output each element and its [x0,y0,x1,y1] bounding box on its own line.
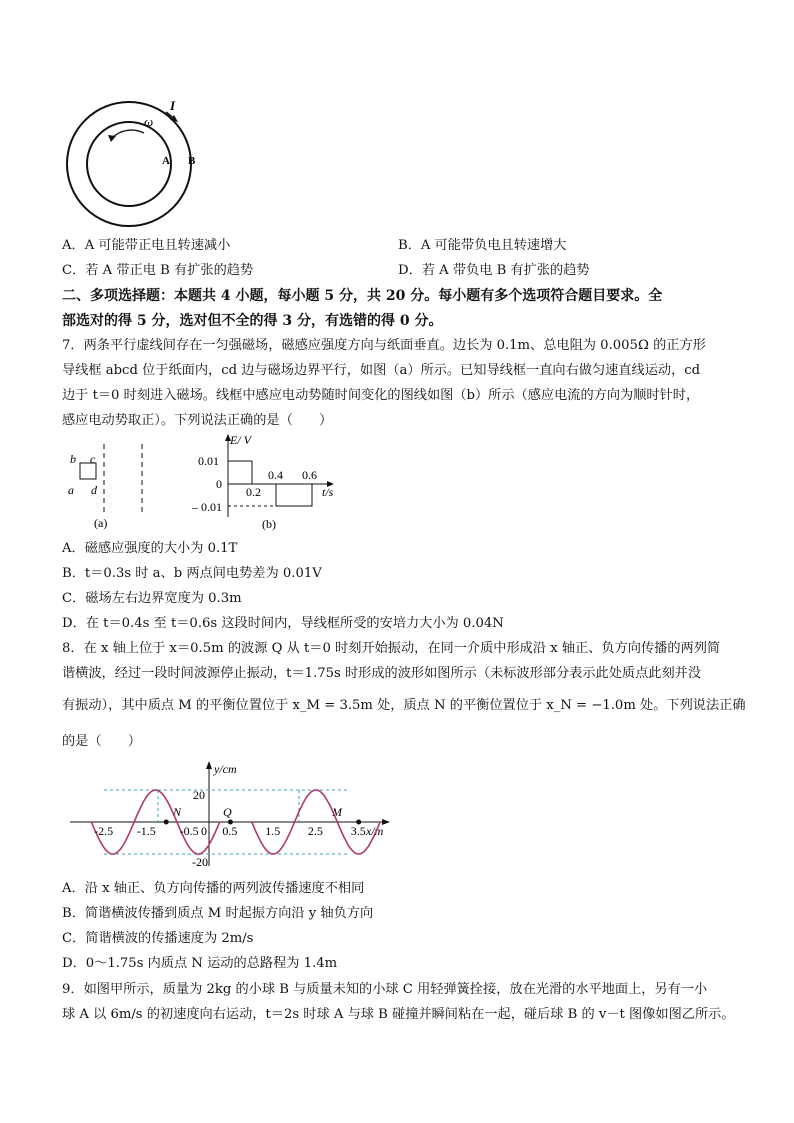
y-axis-arrow-icon [206,761,212,769]
q8-wave-graph [62,758,402,870]
emf-positive-segment [228,461,252,484]
vertex-a: a [68,483,74,497]
vertex-c: c [90,452,96,466]
q7-stem-line2: 导线框 abcd 位于纸面内，cd 边与磁场边界平行，如图（a）所示。已知导线框一直向右做匀速直线运动，cd [62,363,701,378]
point-n-label: N [173,805,182,819]
q9-stem-line2: 球 A 以 6m/s 的初速度向右运动，t＝2s 时球 A 与球 B 碰撞并瞬间粘在一起，碰后球 B 的 v－t 图像如图乙所示。 [62,1007,735,1022]
x-tick-label: -0.5 [179,824,199,838]
y-axis-label: y/cm [214,762,237,776]
label-b: B [188,155,196,167]
figure-a-caption: (a) [94,516,108,530]
q8-option-c: C．简谐横波的传播速度为 2m/s [62,931,254,946]
point-m-label: M [332,805,342,819]
emf-negative-segment [276,484,312,506]
ring-a [87,122,171,206]
q6-option-b: B．A 可能带负电且转速增大 [398,238,567,253]
rings-figure [62,98,212,233]
q7-stem-line3: 边于 t＝0 时刻进入磁场。线框中感应电动势随时间变化的图线如图（b）所示（感应电流的方向为顺时针时， [62,388,700,403]
q7-option-b: B．t＝0.3s 时 a、b 两点间电势差为 0.01V [62,566,322,581]
q8-stem-line4: 的是（ ） [62,734,142,749]
point-q [228,820,233,825]
point-n [164,820,169,825]
q7-stem-line4: 感应电动势取正）。下列说法正确的是（ ） [62,413,333,428]
q8-stem-line3: 有振动），其中质点 M 的平衡位置位于 x_M = 3.5m 处，质点 N 的平衡位置位于 x_N = −1.0m 处。下列说法正确 [62,698,746,713]
label-omega: ω [144,114,154,129]
x-tick-label: 3.5 [350,824,366,838]
origin-label: 0 [201,824,207,838]
label-current: I [170,98,176,113]
q8-option-d: D．0～1.75s 内质点 N 运动的总路程为 1.4m [62,956,338,971]
x-axis-label: x/m [366,824,384,838]
q7-option-d: D．在 t＝0.4s 至 t＝0.6s 这段时间内，导线框所受的安培力大小为 0.04N [62,616,504,631]
q6-option-d: D．若 A 带负电 B 有扩张的趋势 [398,263,590,278]
q6-option-a: A．A 可能带正电且转速减小 [62,238,231,253]
q7-figure-a [62,436,172,532]
x-tick-label: -2.5 [94,824,114,838]
wave-curve [295,790,338,822]
vertex-d: d [91,483,97,497]
vertex-b: b [70,452,76,466]
point-q-label: Q [223,805,232,819]
q9-stem-line1: 9．如图甲所示，质量为 2kg 的小球 B 与质量未知的小球 C 用轻弹簧拴接，放在光滑的水平地面上，另有一小 [62,982,708,997]
e-axis-label: E/ V [230,433,251,447]
q8-stem-line2: 谐横波，经过一段时间波源停止振动，t＝1.75s 时形成的波形如图所示（未标波形部分表示此处质点此刻并没 [62,666,702,681]
e-tick-positive: 0.01 [198,454,219,468]
q7-option-a: A．磁感应强度的大小为 0.1T [62,541,238,556]
label-a: A [162,155,170,167]
q6-option-c: C．若 A 带正电 B 有扩张的趋势 [62,263,254,278]
e-tick-negative: – 0.01 [192,500,222,514]
section-heading-line2: 部选对的得 5 分，选对但不全的得 3 分，有选错的得 0 分。 [62,313,443,329]
section-heading-line1: 二、多项选择题：本题共 4 小题，每小题 5 分，共 20 分。每小题有多个选项符合题目要求。全 [62,288,663,304]
q8-stem-line1: 8．在 x 轴上位于 x＝0.5m 的波源 Q 从 t＝0 时刻开始振动，在同一介质中形成沿 x 轴正、负方向传播的两列简 [62,641,721,656]
x-tick-label: -1.5 [136,824,156,838]
y-tick-neg-20: -20 [192,855,208,869]
wave-curve [134,790,177,822]
q7-stem-line1: 7．两条平行虚线间存在一匀强磁场，磁感应强度方向与纸面垂直。边长为 0.1m、总电阻为 0.005Ω 的正方形 [62,338,706,353]
rotation-arrow-icon [112,130,144,138]
x-tick-label: 0.5 [222,824,238,838]
t-tick-04: 0.4 [268,468,283,482]
rotation-arrowhead-icon [108,135,116,142]
x-tick-label: 2.5 [307,824,323,838]
t-axis-label: t/s [322,485,334,499]
t-tick-02: 0.2 [246,485,261,499]
q8-option-a: A．沿 x 轴正、负方向传播的两列波传播速度不相同 [62,881,365,896]
q7-figure-b [190,432,350,532]
x-tick-label: 1.5 [265,824,281,838]
point-m [356,820,361,825]
e-tick-zero: 0 [216,477,222,491]
q8-option-b: B．简谐横波传播到质点 M 时起振方向沿 y 轴负方向 [62,906,374,921]
q7-option-c: C．磁场左右边界宽度为 0.3m [62,591,242,606]
figure-b-caption: (b) [262,517,276,531]
t-tick-06: 0.6 [302,468,317,482]
y-tick-20: 20 [193,788,205,802]
